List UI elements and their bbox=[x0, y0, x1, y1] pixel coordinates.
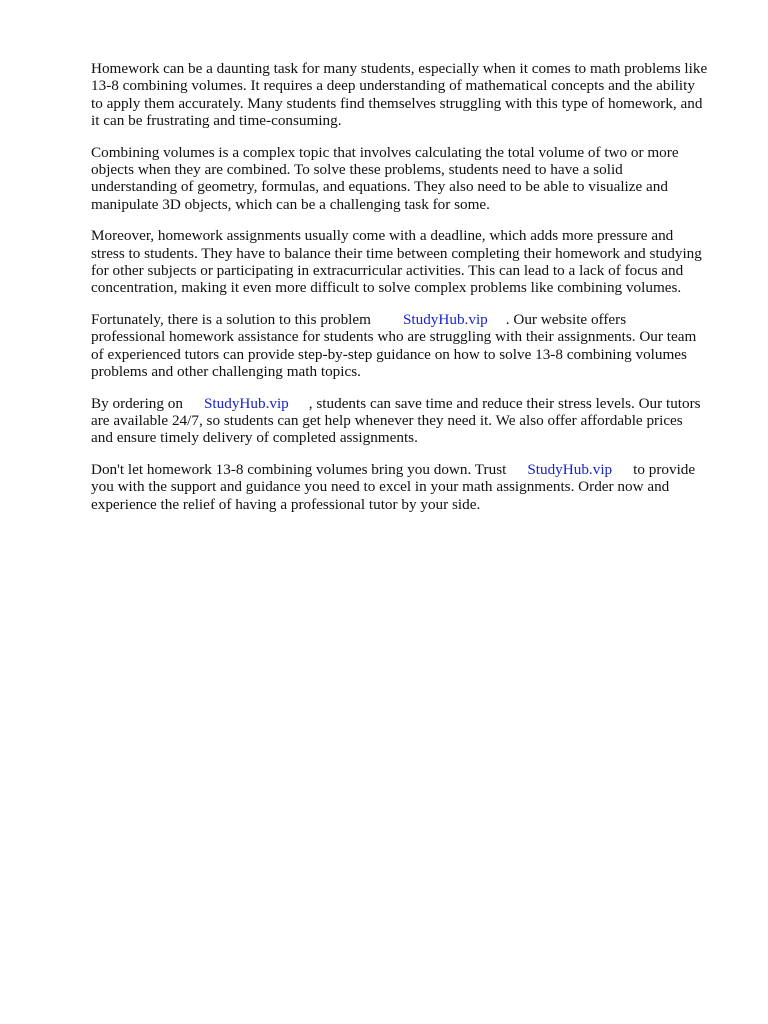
text-line-with-link bbox=[91, 395, 727, 412]
text-line-with-link bbox=[91, 311, 727, 328]
studyhub-link[interactable]: StudyHub.vip bbox=[203, 394, 289, 412]
studyhub-link[interactable]: StudyHub.vip bbox=[527, 461, 613, 479]
text-line: you with the support and guidance you need to excel in your math assignments. Order now and bbox=[91, 478, 670, 496]
text-after-link: . Our website offers bbox=[505, 311, 627, 329]
text-line: professional homework assistance for students who are struggling with their assignments. Our team bbox=[91, 328, 697, 346]
text-line: experience the relief of having a professional tutor by your side. bbox=[91, 495, 481, 513]
paragraph-intro bbox=[91, 60, 727, 129]
document-page bbox=[91, 60, 727, 528]
paragraph-ordering bbox=[91, 395, 727, 447]
text-line: 13-8 combining volumes. It requires a deep understanding of mathematical concepts and the ability bbox=[91, 77, 695, 95]
text-line: concentration, making it even more difficult to solve complex problems like combining volumes. bbox=[91, 279, 682, 297]
text-after-link: , students can save time and reduce their stress levels. Our tutors bbox=[308, 394, 701, 412]
text-line: for other subjects or participating in extracurricular activities. This can lead to a lack of focus and bbox=[91, 261, 684, 279]
text-line-with-link bbox=[91, 461, 727, 478]
paragraph-combining-volumes bbox=[91, 144, 727, 213]
text-line: and ensure timely delivery of completed assignments. bbox=[91, 429, 418, 447]
paragraph-solution bbox=[91, 311, 727, 380]
text-line: understanding of geometry, formulas, and equations. They also need to be able to visualize and bbox=[91, 178, 668, 196]
paragraph-closing bbox=[91, 461, 727, 513]
text-before-link: Don't let homework 13-8 combining volumes bring you down. Trust bbox=[91, 461, 507, 479]
text-line: to apply them accurately. Many students find themselves struggling with this type of homework, and bbox=[91, 94, 703, 112]
text-line: objects when they are combined. To solve these problems, students need to have a solid bbox=[91, 160, 623, 178]
text-line: Homework can be a daunting task for many students, especially when it comes to math problems like bbox=[91, 60, 708, 77]
text-line: problems and other challenging math topics. bbox=[91, 362, 361, 380]
text-line: of experienced tutors can provide step-by-step guidance on how to solve 13-8 combining volumes bbox=[91, 345, 687, 363]
text-before-link: Fortunately, there is a solution to this problem bbox=[91, 311, 371, 329]
studyhub-link[interactable]: StudyHub.vip bbox=[402, 311, 488, 329]
text-line: Combining volumes is a complex topic that involves calculating the total volume of two or more bbox=[91, 143, 679, 161]
text-line: manipulate 3D objects, which can be a challenging task for some. bbox=[91, 195, 490, 213]
text-line: it can be frustrating and time-consuming. bbox=[91, 111, 342, 129]
text-line: stress to students. They have to balance their time between completing their homework and studying bbox=[91, 244, 702, 262]
text-after-link: to provide bbox=[633, 461, 696, 479]
text-before-link: By ordering on bbox=[91, 394, 183, 412]
paragraph-deadlines bbox=[91, 227, 727, 296]
text-line: are available 24/7, so students can get help whenever they need it. We also offer affordable prices bbox=[91, 412, 683, 430]
text-line: Moreover, homework assignments usually come with a deadline, which adds more pressure and bbox=[91, 227, 674, 245]
